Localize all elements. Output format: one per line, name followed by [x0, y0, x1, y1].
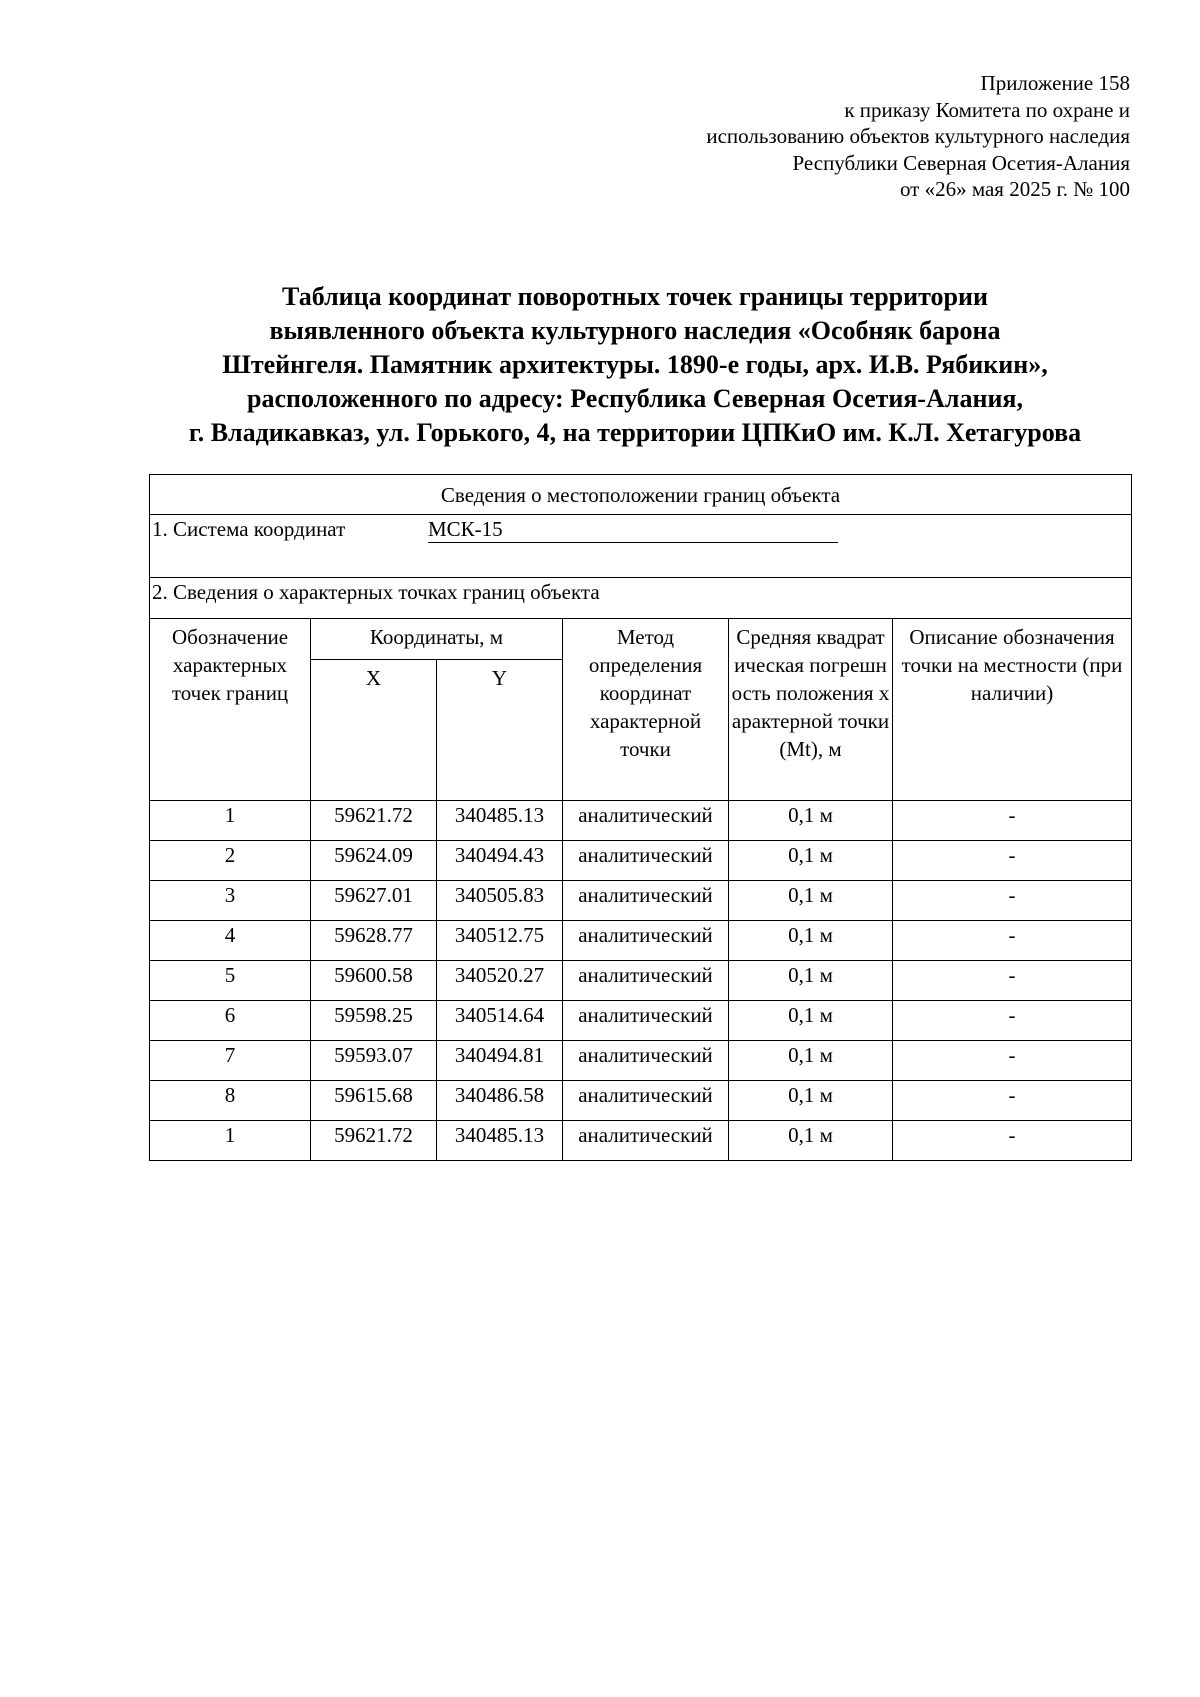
description-cell: - [893, 921, 1132, 961]
error-cell: 0,1 м [729, 1041, 893, 1081]
coord-system-label: 1. Система координат [152, 517, 346, 541]
document-title [140, 280, 1130, 450]
header-method: Метод определения координат характерной точки [563, 619, 729, 801]
coord-x-cell: 59627.01 [311, 881, 437, 921]
point-number-cell: 1 [150, 801, 311, 841]
error-cell: 0,1 м [729, 801, 893, 841]
header-x: X [311, 660, 437, 801]
coord-y-cell: 340485.13 [437, 1121, 563, 1161]
coord-y-cell: 340520.27 [437, 961, 563, 1001]
coord-system-cell [150, 515, 1132, 578]
coordinates-table [149, 474, 1132, 1161]
appendix-line: Приложение 158 [980, 71, 1130, 95]
error-cell: 0,1 м [729, 961, 893, 1001]
coord-y-cell: 340486.58 [437, 1081, 563, 1121]
description-cell: - [893, 1041, 1132, 1081]
section-title: Сведения о местоположении границ объекта [150, 475, 1132, 515]
coord-x-cell: 59615.68 [311, 1081, 437, 1121]
title-line: выявленного объекта культурного наследия «Особняк барона [269, 316, 1001, 345]
description-cell: - [893, 1121, 1132, 1161]
method-cell: аналитический [563, 1081, 729, 1121]
method-cell: аналитический [563, 841, 729, 881]
description-cell: - [893, 1001, 1132, 1041]
description-cell: - [893, 1081, 1132, 1121]
coord-y-cell: 340512.75 [437, 921, 563, 961]
header-y: Y [437, 660, 563, 801]
coord-y-cell: 340505.83 [437, 881, 563, 921]
method-cell: аналитический [563, 1001, 729, 1041]
error-cell: 0,1 м [729, 1001, 893, 1041]
point-number-cell: 2 [150, 841, 311, 881]
table-body [150, 801, 1132, 1161]
table-row [150, 881, 1132, 921]
appendix-line: использованию объектов культурного наследия [706, 124, 1130, 148]
title-line: расположенного по адресу: Республика Северная Осетия-Алания, [246, 384, 1023, 413]
title-line: Таблица координат поворотных точек границы территории [282, 282, 988, 311]
header-error: Средняя квадратическая погрешность положения характерной точки (Mt), м [729, 619, 893, 801]
error-cell: 0,1 м [729, 921, 893, 961]
coord-x-cell: 59621.72 [311, 1121, 437, 1161]
points-section-row [150, 578, 1132, 619]
header-row-1 [150, 619, 1132, 660]
coord-x-cell: 59621.72 [311, 801, 437, 841]
coord-x-cell: 59624.09 [311, 841, 437, 881]
description-cell: - [893, 801, 1132, 841]
point-number-cell: 1 [150, 1121, 311, 1161]
point-number-cell: 6 [150, 1001, 311, 1041]
error-cell: 0,1 м [729, 1081, 893, 1121]
table-row [150, 841, 1132, 881]
method-cell: аналитический [563, 921, 729, 961]
point-number-cell: 4 [150, 921, 311, 961]
coord-y-cell: 340494.43 [437, 841, 563, 881]
method-cell: аналитический [563, 1121, 729, 1161]
method-cell: аналитический [563, 801, 729, 841]
method-cell: аналитический [563, 961, 729, 1001]
coord-y-cell: 340494.81 [437, 1041, 563, 1081]
header-coordinates: Координаты, м [311, 619, 563, 660]
point-number-cell: 7 [150, 1041, 311, 1081]
description-cell: - [893, 961, 1132, 1001]
coord-y-cell: 340514.64 [437, 1001, 563, 1041]
point-number-cell: 8 [150, 1081, 311, 1121]
appendix-line: от «26» мая 2025 г. № 100 [899, 177, 1130, 201]
table-row [150, 1121, 1132, 1161]
appendix-line: Республики Северная Осетия-Алания [792, 150, 1130, 175]
table-row [150, 961, 1132, 1001]
table-row [150, 1001, 1132, 1041]
coord-x-cell: 59598.25 [311, 1001, 437, 1041]
title-line: Штейнгеля. Памятник архитектуры. 1890-е годы, арх. И.В. Рябикин», [222, 350, 1048, 379]
error-cell: 0,1 м [729, 841, 893, 881]
title-line: г. Владикавказ, ул. Горького, 4, на территории ЦПКиО им. К.Л. Хетагурова [188, 418, 1082, 447]
table-row [150, 1081, 1132, 1121]
appendix-line: к приказу Комитета по охране и [844, 97, 1130, 122]
table-row [150, 921, 1132, 961]
table-section-title-row [150, 475, 1132, 515]
table-row [150, 1041, 1132, 1081]
description-cell: - [893, 841, 1132, 881]
header-description: Описание обозначения точки на местности (при наличии) [893, 619, 1132, 801]
coord-y-cell: 340485.13 [437, 801, 563, 841]
header-designation: Обозначение характерных точек границ [150, 619, 311, 801]
coord-system-row [150, 515, 1132, 578]
error-cell: 0,1 м [729, 881, 893, 921]
coord-x-cell: 59593.07 [311, 1041, 437, 1081]
error-cell: 0,1 м [729, 1121, 893, 1161]
description-cell: - [893, 881, 1132, 921]
coord-x-cell: 59628.77 [311, 921, 437, 961]
coord-system-value: МСК-15 [428, 516, 838, 543]
points-section-title: 2. Сведения о характерных точках границ объекта [150, 578, 1132, 619]
point-number-cell: 5 [150, 961, 311, 1001]
coord-x-cell: 59600.58 [311, 961, 437, 1001]
method-cell: аналитический [563, 881, 729, 921]
table-row [150, 801, 1132, 841]
point-number-cell: 3 [150, 881, 311, 921]
appendix-note [430, 70, 1130, 203]
method-cell: аналитический [563, 1041, 729, 1081]
